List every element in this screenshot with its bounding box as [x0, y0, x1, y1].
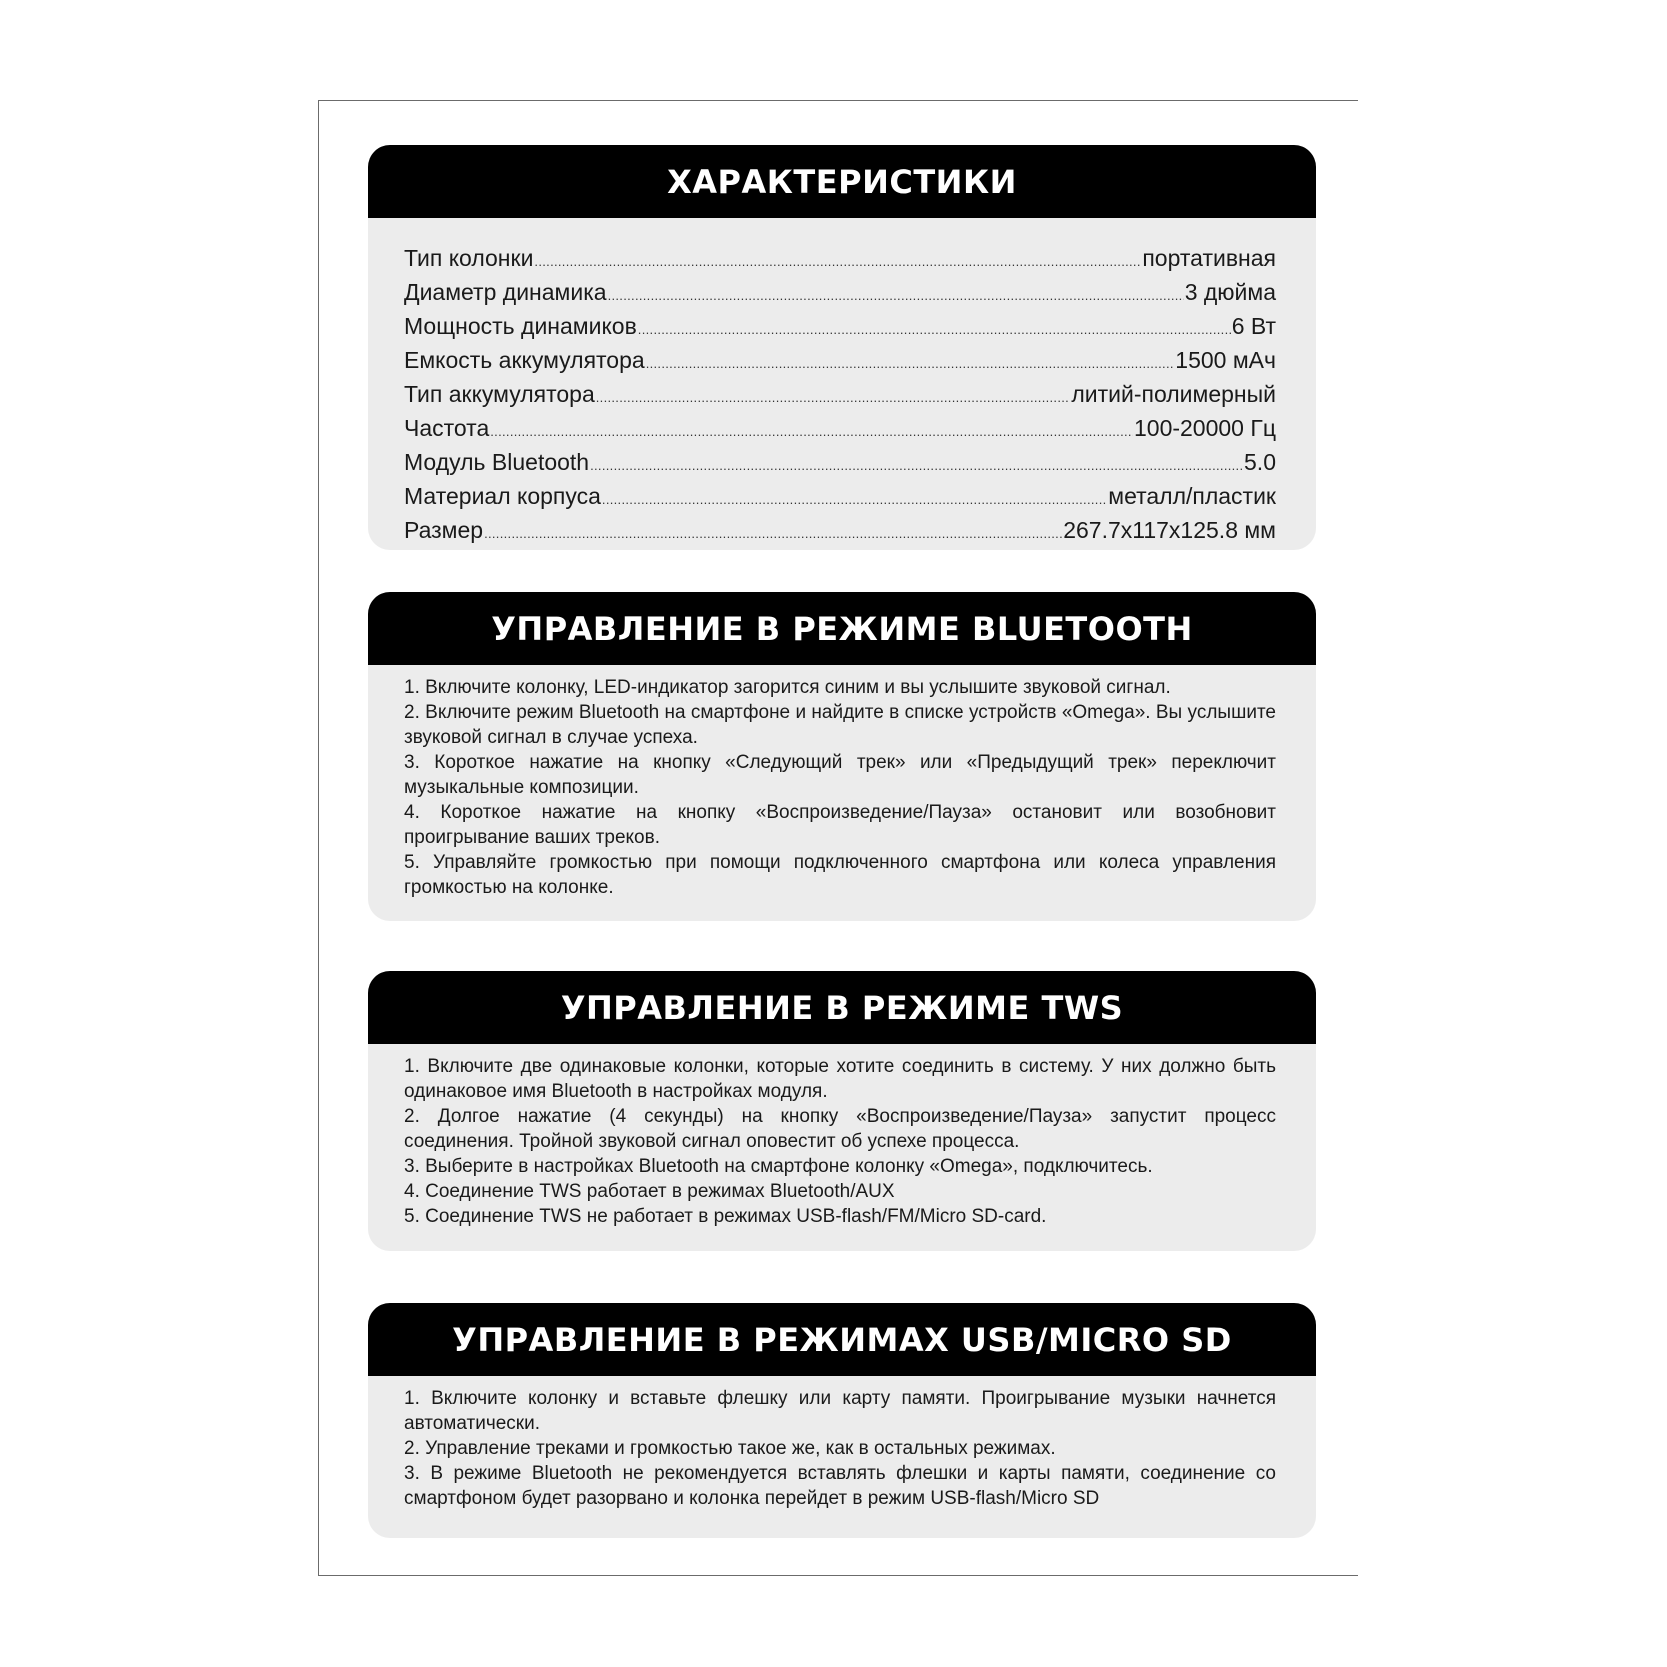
spec-label: Тип колонки [404, 245, 534, 271]
instruction-item: 3. В режиме Bluetooth не рекомендуется вставлять флешки и карты памяти, соединение со смартфоном будет разорвано и колонка перейдет в режим USB-flash/Micro SD [404, 1463, 1276, 1509]
spec-row [404, 345, 1276, 379]
spec-dots [590, 451, 1243, 481]
spec-dots [646, 349, 1175, 379]
spec-value: 100-20000 Гц [1133, 415, 1276, 441]
instruction-item: 2. Управление треками и громкостью такое же, как в остальных режимах. [404, 1438, 1056, 1459]
spec-value: портативная [1142, 245, 1276, 271]
bluetooth-instructions [368, 665, 1316, 900]
instruction-item: 5. Соединение TWS не работает в режимах USB-flash/FM/Micro SD-card. [404, 1206, 1047, 1227]
instruction-item: 5. Управляйте громкостью при помощи подключенного смартфона или колеса управления громкостью на колонке. [404, 852, 1276, 898]
spec-label: Частота [404, 415, 490, 441]
spec-dots [484, 519, 1062, 549]
instruction-item: 3. Короткое нажатие на кнопку «Следующий трек» или «Предыдущий трек» переключит музыкальные композиции. [404, 752, 1276, 798]
spec-value: металл/пластик [1108, 483, 1276, 509]
spec-row [404, 481, 1276, 515]
instruction-item: 4. Соединение TWS работает в режимах Bluetooth/AUX [404, 1181, 895, 1202]
specs-title: ХАРАКТЕРИСТИКИ [368, 145, 1316, 218]
spec-label: Размер [404, 517, 484, 543]
usb-title: УПРАВЛЕНИЕ В РЕЖИМАХ USB/MICRO SD [368, 1303, 1316, 1376]
spec-dots [608, 281, 1184, 311]
spec-row [404, 447, 1276, 481]
spec-row [404, 311, 1276, 345]
spec-dots [596, 383, 1071, 413]
tws-section [368, 971, 1316, 1251]
specs-list [368, 218, 1316, 549]
instruction-item: 2. Долгое нажатие (4 секунды) на кнопку «Воспроизведение/Пауза» запустит процесс соединения. Тройной звуковой сигнал оповестит об успехе процесса. [404, 1106, 1276, 1152]
tws-title: УПРАВЛЕНИЕ В РЕЖИМЕ TWS [368, 971, 1316, 1044]
spec-dots [490, 417, 1133, 447]
spec-label: Модуль Bluetooth [404, 449, 590, 475]
usb-section [368, 1303, 1316, 1538]
bluetooth-title: УПРАВЛЕНИЕ В РЕЖИМЕ BLUETOOTH [368, 592, 1316, 665]
spec-row [404, 243, 1276, 277]
spec-value: 3 дюйма [1184, 279, 1276, 305]
instruction-item: 1. Включите колонку, LED-индикатор загорится синим и вы услышите звуковой сигнал. [404, 677, 1171, 698]
spec-value: 6 Вт [1231, 313, 1276, 339]
spec-dots [602, 485, 1107, 515]
instruction-item: 4. Короткое нажатие на кнопку «Воспроизведение/Пауза» остановит или возобновит проигрывание ваших треков. [404, 802, 1276, 848]
spec-label: Материал корпуса [404, 483, 601, 509]
instruction-item: 1. Включите колонку и вставьте флешку или карту памяти. Проигрывание музыки начнется автоматически. [404, 1388, 1276, 1434]
spec-dots [534, 247, 1141, 277]
spec-value: литий-полимерный [1071, 381, 1276, 407]
instruction-item: 2. Включите режим Bluetooth на смартфоне и найдите в списке устройств «Omega». Вы услышите звуковой сигнал в случае успеха. [404, 702, 1276, 748]
spec-row [404, 515, 1276, 549]
spec-row [404, 413, 1276, 447]
spec-row [404, 379, 1276, 413]
instruction-item: 3. Выберите в настройках Bluetooth на смартфоне колонку «Omega», подключитесь. [404, 1156, 1153, 1177]
spec-label: Тип аккумулятора [404, 381, 595, 407]
spec-row [404, 277, 1276, 311]
spec-value: 267.7x117x125.8 мм [1063, 517, 1276, 543]
bluetooth-section [368, 592, 1316, 921]
spec-value: 5.0 [1244, 449, 1276, 475]
spec-label: Емкость аккумулятора [404, 347, 645, 373]
spec-label: Диаметр динамика [404, 279, 607, 305]
specs-section [368, 145, 1316, 550]
spec-label: Мощность динамиков [404, 313, 637, 339]
spec-dots [638, 315, 1231, 345]
tws-instructions [368, 1044, 1316, 1229]
spec-value: 1500 мАч [1175, 347, 1276, 373]
instruction-item: 1. Включите две одинаковые колонки, которые хотите соединить в систему. У них должно быть одинаковое имя Bluetooth в настройках модуля. [404, 1056, 1276, 1102]
usb-instructions [368, 1376, 1316, 1511]
